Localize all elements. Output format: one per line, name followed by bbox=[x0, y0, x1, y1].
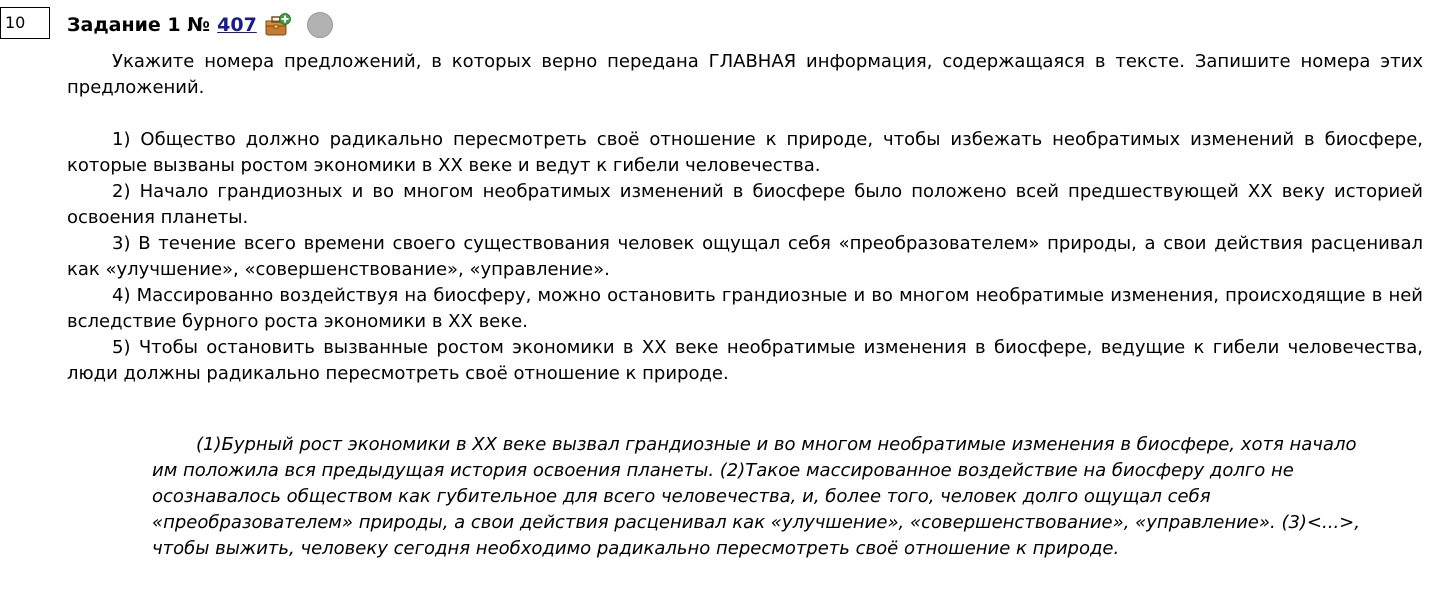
status-circle-icon bbox=[307, 12, 333, 38]
answer-option-4: 4) Массированно воздействуя на биосферу, можно остановить грандиозные и во многом необратимые изменения, происходящие в ней вследствие бурного роста экономики в XX веке. bbox=[67, 285, 1423, 332]
answer-option-5: 5) Чтобы остановить вызванные ростом экономики в XX веке необратимые изменения в биосфере, ведущие к гибели человечества, люди должны радикально пересмотреть своё отношение к природе. bbox=[67, 337, 1423, 384]
answer-option-1: 1) Общество должно радикально пересмотреть своё отношение к природе, чтобы избежать необратимых изменений в биосфере, которые вызваны ростом экономики в XX веке и ведут к гибели человечества. bbox=[67, 129, 1423, 176]
briefcase-add-icon[interactable] bbox=[265, 13, 291, 37]
question-text: Укажите номера предложений, в которых верно передана ГЛАВНАЯ информация, содержащаяся в тексте. Запишите номера этих предложений. bbox=[67, 51, 1423, 98]
answer-option-3: 3) В течение всего времени своего существования человек ощущал себя «преобразователем» природы, а свои действия расценивал как «улучшение», «совершенствование», «управление». bbox=[67, 233, 1423, 280]
task-id-link[interactable]: 407 bbox=[217, 14, 257, 36]
answer-option-2: 2) Начало грандиозных и во многом необратимых изменений в биосфере было положено всей предшествующей XX веку историей освоения планеты. bbox=[67, 181, 1423, 228]
task-header bbox=[67, 11, 333, 39]
task-title: Задание 1 № bbox=[67, 14, 211, 36]
source-passage: (1)Бурный рост экономики в XX веке вызвал грандиозные и во многом необратимые изменения в биосфере, хотя начало им положила вся предыдущая история освоения планеты. (2)Такое массированное воздействие на биосферу долго не осознавалось обществом как губительное для всего человечества, и, более того, человек долго ощущал себя «преобразователем» природы, а свои действия расценивал как «улучшение», «совершенствование», «управление». (3)<...>, чтобы выжить, человеку сегодня необходимо радикально пересмотреть своё отношение к природе. bbox=[152, 434, 1360, 559]
task-sequence-number: 10 bbox=[0, 7, 50, 39]
task-content bbox=[67, 49, 1423, 387]
